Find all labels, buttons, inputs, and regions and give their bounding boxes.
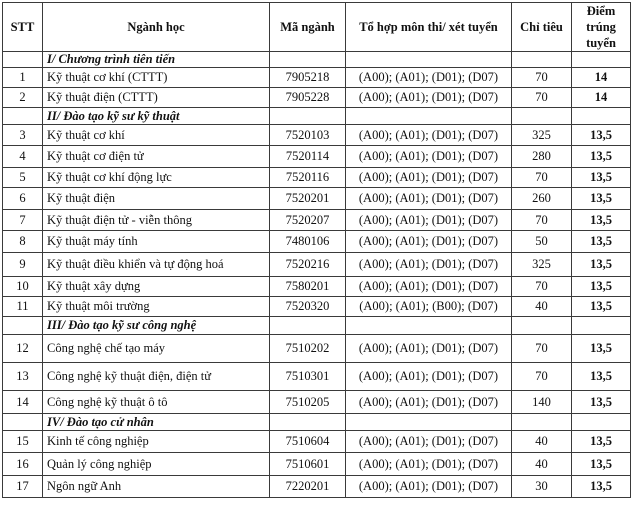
subject-combination-cell: (A00); (A01); (D01); (D07): [346, 476, 512, 498]
admission-scores-table: [2, 2, 631, 498]
section-empty-cell: [346, 414, 512, 431]
stt-cell: 11: [3, 297, 43, 317]
quota-cell: 325: [512, 253, 572, 277]
table-row: [3, 277, 631, 297]
quota-cell: 50: [512, 231, 572, 253]
quota-cell: 40: [512, 453, 572, 476]
table-body: [3, 52, 631, 498]
subject-combination-cell: (A00); (A01); (D01); (D07): [346, 431, 512, 453]
major-code-cell: 7520320: [270, 297, 346, 317]
cutoff-score-cell: 13,5: [572, 125, 631, 146]
table-row: [3, 453, 631, 476]
stt-cell: 2: [3, 88, 43, 108]
stt-cell: 1: [3, 68, 43, 88]
subject-combination-cell: (A00); (A01); (D01); (D07): [346, 277, 512, 297]
major-code-cell: 7520103: [270, 125, 346, 146]
quota-cell: 30: [512, 476, 572, 498]
section-empty-cell: [512, 317, 572, 335]
subject-combination-cell: (A00); (A01); (D01); (D07): [346, 231, 512, 253]
major-name-cell: Kỹ thuật điện: [43, 188, 270, 210]
header-major: Ngành học: [43, 3, 270, 52]
major-code-cell: 7510202: [270, 335, 346, 363]
subject-combination-cell: (A00); (A01); (D01); (D07): [346, 253, 512, 277]
section-empty-cell: [346, 108, 512, 125]
major-name-cell: Kỹ thuật xây dựng: [43, 277, 270, 297]
subject-combination-cell: (A00); (A01); (D01); (D07): [346, 335, 512, 363]
section-empty-cell: [572, 108, 631, 125]
table-row: [3, 88, 631, 108]
major-code-cell: 7220201: [270, 476, 346, 498]
subject-combination-cell: (A00); (A01); (D01); (D07): [346, 125, 512, 146]
major-code-cell: 7510205: [270, 391, 346, 414]
table-row: [3, 231, 631, 253]
admission-scores-table-container: [2, 2, 631, 498]
section-empty-cell: [512, 52, 572, 68]
quota-cell: 70: [512, 168, 572, 188]
quota-cell: 260: [512, 188, 572, 210]
major-code-cell: 7520216: [270, 253, 346, 277]
stt-cell: 6: [3, 188, 43, 210]
header-cutoff-score: Điểm trúng tuyển: [572, 3, 631, 52]
quota-cell: 70: [512, 277, 572, 297]
major-name-cell: Quản lý công nghiệp: [43, 453, 270, 476]
table-row: [3, 210, 631, 231]
table-row: [3, 188, 631, 210]
table-row: [3, 168, 631, 188]
quota-cell: 280: [512, 146, 572, 168]
section-empty-cell: [346, 52, 512, 68]
stt-cell: 7: [3, 210, 43, 231]
stt-cell: 14: [3, 391, 43, 414]
quota-cell: 70: [512, 210, 572, 231]
table-row: [3, 146, 631, 168]
table-row: [3, 297, 631, 317]
stt-cell: 9: [3, 253, 43, 277]
subject-combination-cell: (A00); (A01); (D01); (D07): [346, 188, 512, 210]
major-name-cell: Kỹ thuật điện tử - viễn thông: [43, 210, 270, 231]
section-row: [3, 108, 631, 125]
header-subject-combination: Tổ hợp môn thi/ xét tuyển: [346, 3, 512, 52]
cutoff-score-cell: 13,5: [572, 431, 631, 453]
major-name-cell: Kỹ thuật máy tính: [43, 231, 270, 253]
quota-cell: 40: [512, 297, 572, 317]
table-row: [3, 125, 631, 146]
quota-cell: 70: [512, 68, 572, 88]
major-name-cell: Ngôn ngữ Anh: [43, 476, 270, 498]
table-row: [3, 431, 631, 453]
section-empty-cell: [270, 317, 346, 335]
subject-combination-cell: (A00); (A01); (D01); (D07): [346, 168, 512, 188]
subject-combination-cell: (A00); (A01); (D01); (D07): [346, 391, 512, 414]
major-code-cell: 7520201: [270, 188, 346, 210]
quota-cell: 140: [512, 391, 572, 414]
major-code-cell: 7905228: [270, 88, 346, 108]
table-row: [3, 335, 631, 363]
subject-combination-cell: (A00); (A01); (D01); (D07): [346, 363, 512, 391]
section-title: III/ Đào tạo kỹ sư công nghệ: [43, 317, 270, 335]
header-stt: STT: [3, 3, 43, 52]
stt-cell: 16: [3, 453, 43, 476]
section-title: I/ Chương trình tiên tiến: [43, 52, 270, 68]
cutoff-score-cell: 13,5: [572, 297, 631, 317]
cutoff-score-cell: 14: [572, 68, 631, 88]
stt-cell: 13: [3, 363, 43, 391]
subject-combination-cell: (A00); (A01); (D01); (D07): [346, 146, 512, 168]
table-row: [3, 476, 631, 498]
stt-cell: 15: [3, 431, 43, 453]
section-empty-cell: [512, 108, 572, 125]
cutoff-score-cell: 13,5: [572, 277, 631, 297]
cutoff-score-cell: 13,5: [572, 453, 631, 476]
major-code-cell: 7905218: [270, 68, 346, 88]
section-row: [3, 414, 631, 431]
major-name-cell: Kinh tế công nghiệp: [43, 431, 270, 453]
section-stt-cell: [3, 317, 43, 335]
cutoff-score-cell: 13,5: [572, 231, 631, 253]
section-title: IV/ Đào tạo cử nhân: [43, 414, 270, 431]
section-empty-cell: [270, 108, 346, 125]
major-code-cell: 7510601: [270, 453, 346, 476]
cutoff-score-cell: 13,5: [572, 253, 631, 277]
stt-cell: 5: [3, 168, 43, 188]
stt-cell: 4: [3, 146, 43, 168]
header-major-code: Mã ngành: [270, 3, 346, 52]
section-empty-cell: [346, 317, 512, 335]
quota-cell: 70: [512, 363, 572, 391]
section-stt-cell: [3, 414, 43, 431]
section-empty-cell: [572, 414, 631, 431]
quota-cell: 40: [512, 431, 572, 453]
section-empty-cell: [572, 317, 631, 335]
section-empty-cell: [270, 414, 346, 431]
major-code-cell: 7520116: [270, 168, 346, 188]
stt-cell: 17: [3, 476, 43, 498]
cutoff-score-cell: 13,5: [572, 210, 631, 231]
table-row: [3, 253, 631, 277]
major-name-cell: Kỹ thuật cơ điện tử: [43, 146, 270, 168]
quota-cell: 70: [512, 335, 572, 363]
header-row: [3, 3, 631, 52]
stt-cell: 8: [3, 231, 43, 253]
stt-cell: 10: [3, 277, 43, 297]
subject-combination-cell: (A00); (A01); (D01); (D07): [346, 210, 512, 231]
major-code-cell: 7480106: [270, 231, 346, 253]
subject-combination-cell: (A00); (A01); (D01); (D07): [346, 68, 512, 88]
cutoff-score-cell: 13,5: [572, 335, 631, 363]
major-name-cell: Kỹ thuật cơ khí: [43, 125, 270, 146]
header-quota: Chỉ tiêu: [512, 3, 572, 52]
subject-combination-cell: (A00); (A01); (D01); (D07): [346, 453, 512, 476]
table-row: [3, 68, 631, 88]
cutoff-score-cell: 13,5: [572, 188, 631, 210]
section-title: II/ Đào tạo kỹ sư kỹ thuật: [43, 108, 270, 125]
cutoff-score-cell: 13,5: [572, 146, 631, 168]
section-empty-cell: [270, 52, 346, 68]
major-name-cell: Kỹ thuật môi trường: [43, 297, 270, 317]
table-row: [3, 363, 631, 391]
section-row: [3, 317, 631, 335]
cutoff-score-cell: 13,5: [572, 391, 631, 414]
cutoff-score-cell: 14: [572, 88, 631, 108]
cutoff-score-cell: 13,5: [572, 476, 631, 498]
cutoff-score-cell: 13,5: [572, 363, 631, 391]
major-name-cell: Công nghệ kỹ thuật ô tô: [43, 391, 270, 414]
section-row: [3, 52, 631, 68]
major-name-cell: Công nghệ chế tạo máy: [43, 335, 270, 363]
major-code-cell: 7510301: [270, 363, 346, 391]
subject-combination-cell: (A00); (A01); (B00); (D07): [346, 297, 512, 317]
major-code-cell: 7510604: [270, 431, 346, 453]
major-code-cell: 7580201: [270, 277, 346, 297]
subject-combination-cell: (A00); (A01); (D01); (D07): [346, 88, 512, 108]
major-name-cell: Kỹ thuật điều khiển và tự động hoá: [43, 253, 270, 277]
major-name-cell: Kỹ thuật cơ khí động lực: [43, 168, 270, 188]
major-name-cell: Kỹ thuật cơ khí (CTTT): [43, 68, 270, 88]
quota-cell: 70: [512, 88, 572, 108]
section-empty-cell: [572, 52, 631, 68]
stt-cell: 12: [3, 335, 43, 363]
section-stt-cell: [3, 52, 43, 68]
major-name-cell: Kỹ thuật điện (CTTT): [43, 88, 270, 108]
major-code-cell: 7520114: [270, 146, 346, 168]
stt-cell: 3: [3, 125, 43, 146]
cutoff-score-cell: 13,5: [572, 168, 631, 188]
table-row: [3, 391, 631, 414]
section-stt-cell: [3, 108, 43, 125]
major-code-cell: 7520207: [270, 210, 346, 231]
major-name-cell: Công nghệ kỹ thuật điện, điện tử: [43, 363, 270, 391]
section-empty-cell: [512, 414, 572, 431]
quota-cell: 325: [512, 125, 572, 146]
